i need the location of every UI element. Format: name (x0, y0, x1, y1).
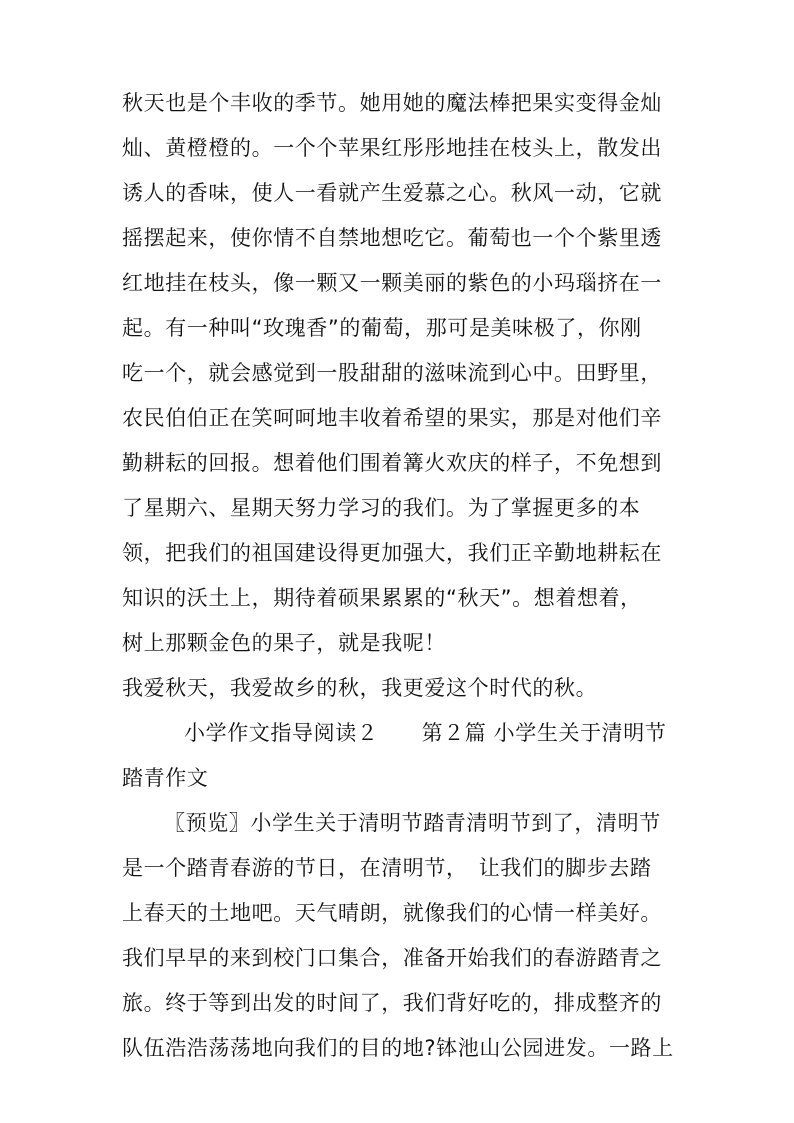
text-line: 〖预览〗小学生关于清明节踏青清明节到了，清明节 (164, 811, 661, 835)
text-line: 是一个踏青春游的节日，在清明节， 让我们的脚步去踏 (122, 856, 652, 880)
text-line: 红地挂在枝头，像一颗又一颗美丽的紫色的小玛瑙挤在一 (122, 271, 662, 295)
section-heading: 小学作文指导阅读２ 第２篇 小学生关于清明节 (184, 721, 667, 745)
text-line: 吃一个，就会感觉到一股甜甜的滋味流到心中。田野里， (122, 361, 662, 385)
text-line: 摇摆起来，使你情不自禁地想吃它。葡萄也一个个紫里透 (122, 226, 662, 250)
text-line: 队伍浩浩荡荡地向我们的目的地?钵池山公园进发。一路上 (122, 1036, 674, 1060)
text-line: 我们早早的来到校门口集合，准备开始我们的春游踏青之 (122, 946, 662, 970)
text-line: 旅。终于等到出发的时间了，我们背好吃的，排成整齐的 (122, 991, 662, 1015)
text-line: 树上那颗金色的果子，就是我呢！ (122, 631, 446, 655)
text-line: 知识的沃土上，期待着硕果累累的“秋天”。想着想着， (122, 586, 642, 610)
text-line: 上春天的土地吧。天气晴朗，就像我们的心情一样美好。 (122, 901, 662, 925)
text-line: 农民伯伯正在笑呵呵地丰收着希望的果实，那是对他们辛 (122, 406, 662, 430)
text-line: 领，把我们的祖国建设得更加强大，我们正辛勤地耕耘在 (122, 541, 662, 565)
text-line: 勤耕耘的回报。想着他们围着篝火欢庆的样子，不免想到 (122, 451, 662, 475)
closing-line: 我爱秋天，我爱故乡的秋，我更爱这个时代的秋。 (122, 676, 598, 700)
text-line: 灿、黄橙橙的。一个个苹果红彤彤地挂在枝头上，散发出 (122, 136, 662, 160)
section-heading-continued: 踏青作文 (122, 766, 209, 790)
text-line: 起。有一种叫“玫瑰香”的葡萄，那可是美味极了，你刚 (122, 316, 642, 340)
text-line: 秋天也是个丰收的季节。她用她的魔法棒把果实变得金灿 (122, 91, 662, 115)
text-line: 了星期六、星期天努力学习的我们。为了掌握更多的本 (122, 496, 641, 520)
text-line: 诱人的香味，使人一看就产生爱慕之心。秋风一动，它就 (122, 181, 662, 205)
